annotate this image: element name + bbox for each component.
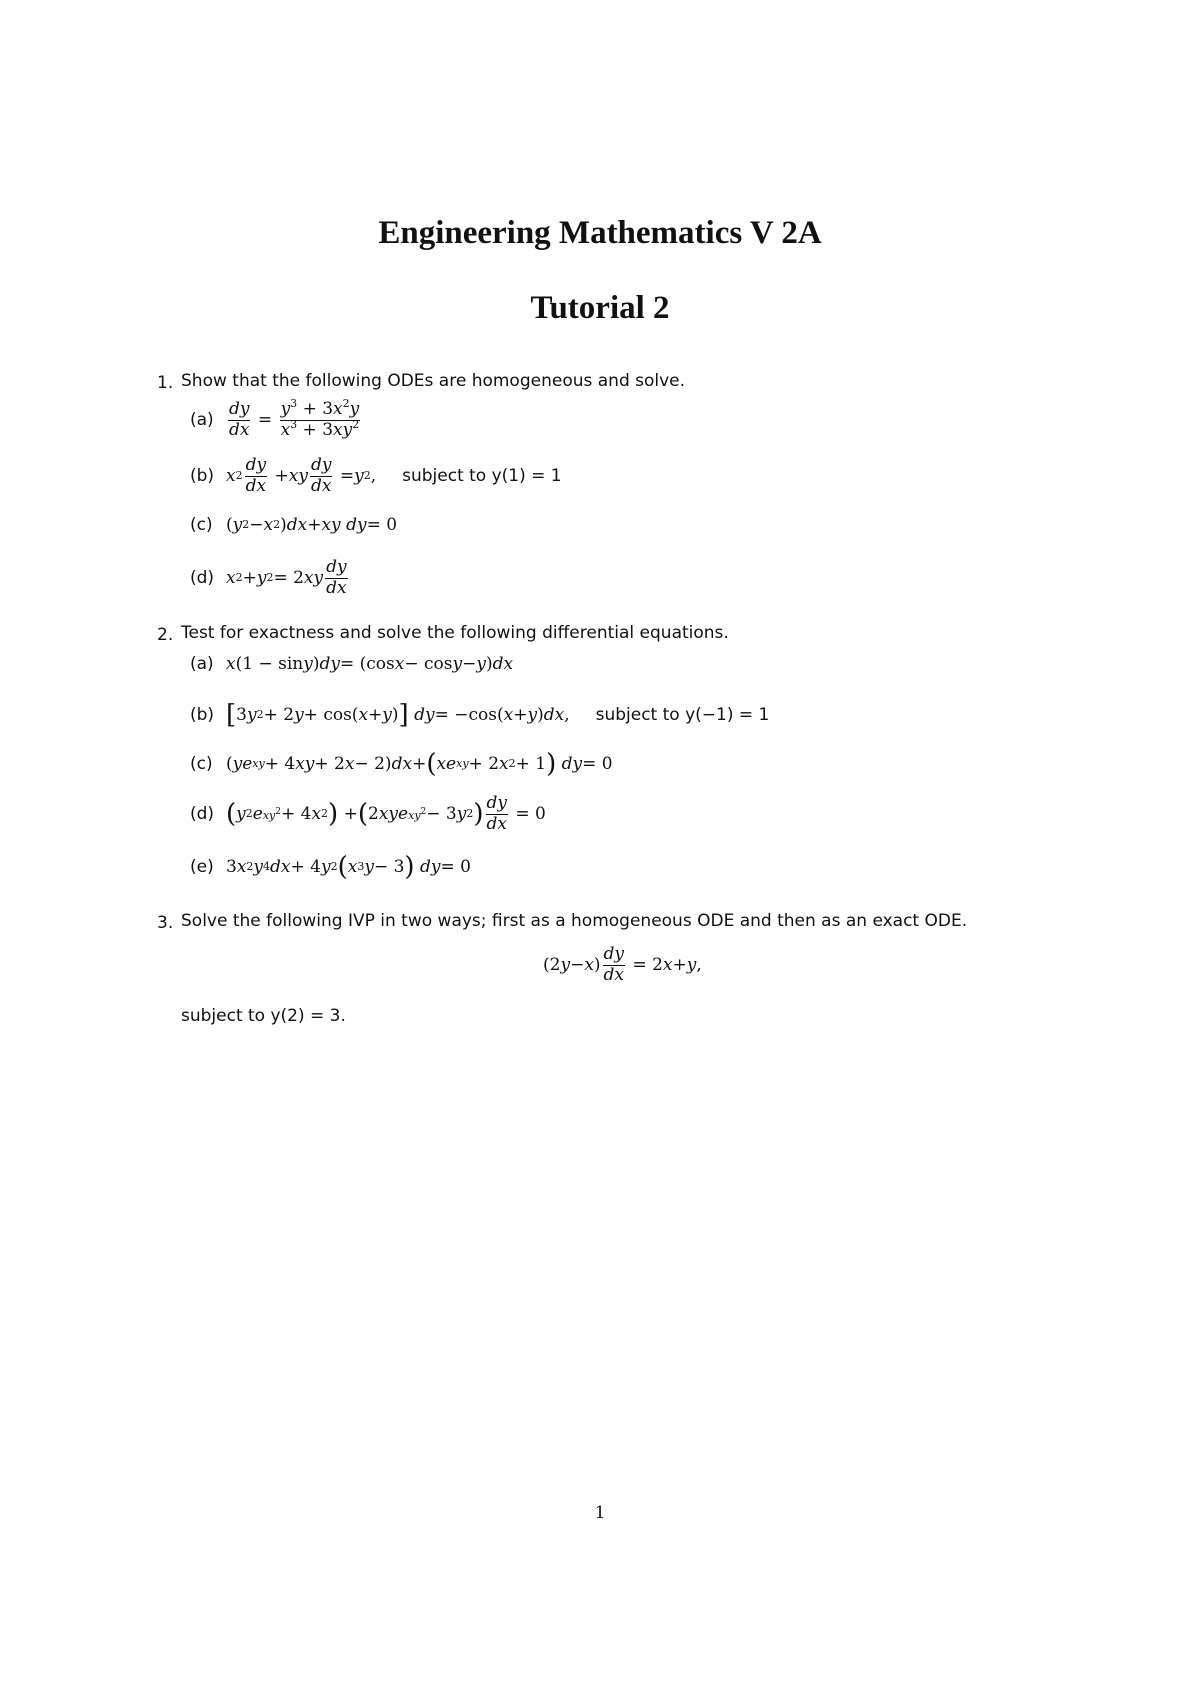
q1-text: Show that the following ODEs are homogeneous and solve. [181,371,686,391]
q2c-equation: (c) ( ye xy + 4 xy + 2 x − 2) dx + ( xe xy + 2 x 2 + 1 ) dy = 0 [190,749,613,779]
q2c-label: (c) [190,754,213,774]
q1a-label: (a) [190,410,214,431]
q2e-equation: (e) 3 x 2 y 4 dx + 4 y 2 ( x 3 y − 3 ) dy = 0 [190,852,471,882]
q2-text: Test for exactness and solve the following differential equations. [181,623,729,643]
q1d-label: (d) [190,568,215,589]
q3-number: 3. [157,913,174,933]
q2d-equation: (d) ( y 2 e $xy^2$ + 4 x 2 ) + ( 2 xye $xy^2$ − 3 y 2 ) $\frac{dy}{dx}$ = 0 [190,793,546,834]
q1a-equation: (a) $\frac{dy}{dx}$ = $\frac{y^3 + 3x^2y}{x^3 + 3xy^2}$ [190,397,360,440]
q2a-label: (a) [190,654,214,674]
q3-text: Solve the following IVP in two ways; first as a homogeneous ODE and then as an exact ODE. [181,911,968,931]
q2b-equation: (b) [ 3 y 2 + 2 y + cos( x + y ) ] dy = −cos( x + y ) dx , subject to y(−1) = 1 [190,700,770,730]
q2b-label: (b) [190,705,215,725]
q2e-label: (e) [190,857,214,877]
q1b-label: (b) [190,466,215,487]
q3-equation: (2 y − x ) $\frac{dy}{dx}$ = 2 x + y , [543,944,702,985]
q1c-label: (c) [190,515,213,535]
q1b-condition: subject to y(1) = 1 [402,466,562,487]
q3-condition: subject to y(2) = 3. [181,1006,346,1026]
q1-number: 1. [157,373,174,393]
page-number: 1 [594,1503,606,1523]
q2a-equation: (a) x (1 − sin y ) dy = (cos x − cos y − y ) dx [190,654,514,674]
q2d-label: (d) [190,804,215,825]
document-title: Engineering Mathematics V 2A [378,215,822,251]
tutorial-heading: Tutorial 2 [530,290,670,326]
q1b-equation: (b) x 2 $\frac{dy}{dx}$ + xy $\frac{dy}{dx}$ = y 2 , subject to y(1) = 1 [190,455,562,496]
q1c-equation: (c) ( y 2 − x 2 ) dx + xy dy = 0 [190,515,398,535]
q1d-equation: (d) x 2 + y 2 = 2 xy $\frac{dy}{dx}$ [190,557,347,598]
q2-number: 2. [157,625,174,645]
q2b-condition: subject to y(−1) = 1 [595,705,770,725]
